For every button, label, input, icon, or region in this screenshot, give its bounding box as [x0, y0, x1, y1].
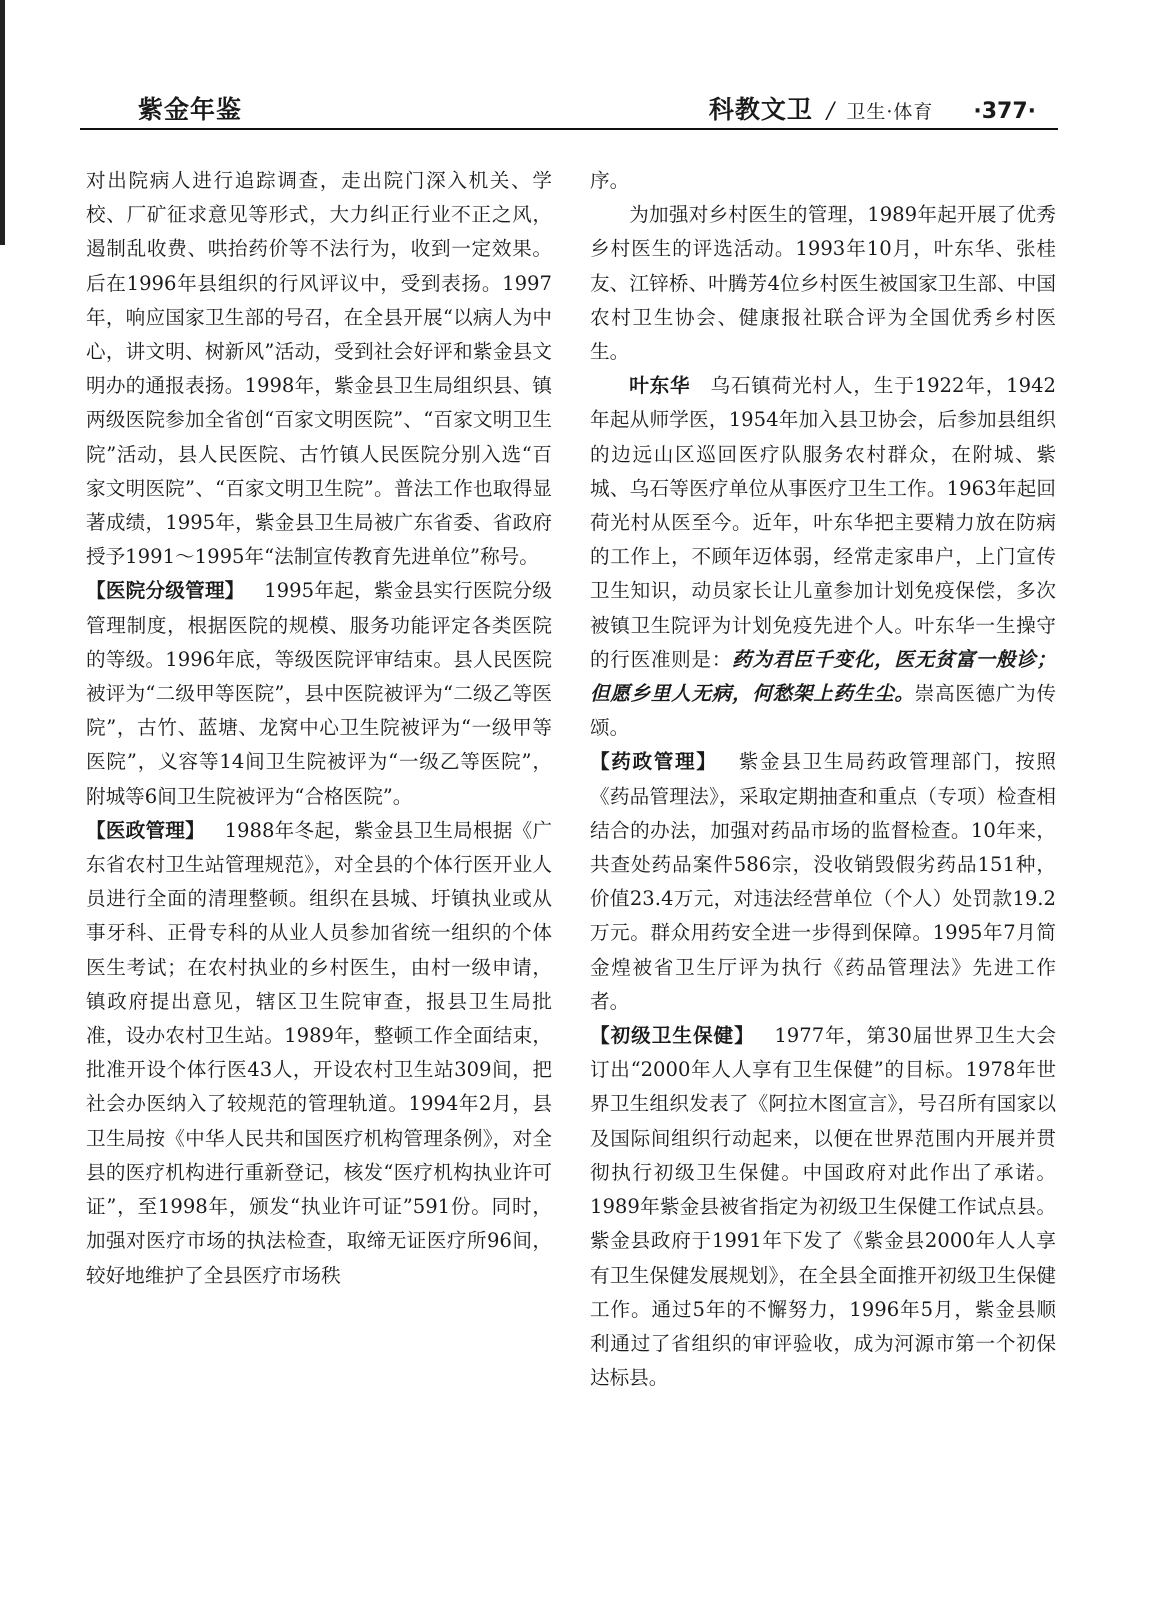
section-title: 【初级卫生保健】	[590, 1024, 755, 1048]
person-text: 乌石镇荷光村人，生于1922年，1942年起从师学医，1954年加入县卫协会，后参加县组织的边远山区巡回医疗队服务农村群众，在附城、紫城、乌石等医疗单位从事医疗卫生工作。1963年起回荷光村从医至今。近年，叶东华把主要精力放在防病的工作上，不顾年迈体弱，经常走家串户，上门宣传卫生知识，动员家长让儿童参加计划免疫保偿，多次被镇卫生院评为计划免疫先进个人。叶东华一生操守的行医准则是：	[590, 374, 1057, 671]
section-divider: /	[826, 99, 835, 124]
left-column	[86, 164, 552, 1293]
person-end: 崇高医德广为传颂。	[590, 682, 1057, 740]
person-profile	[590, 369, 1056, 745]
section-hospital-grading	[86, 574, 552, 813]
person-motto: 药为君臣千变化，医无贫富一般诊；但愿乡里人无病，何愁架上药生尘。	[590, 647, 1057, 706]
right-column	[590, 164, 1056, 1395]
section-text: 1988年冬起，紫金县卫生局根据《广东省农村卫生站管理规范》，对全县的个体行医开业人员进行全面的清理整顿。组织在县城、圩镇执业或从事牙科、正骨专科的从业人员参加省统一组织的个体医生考试；在农村执业的乡村医生，由村一级申请，镇政府提出意见，辖区卫生院审查，报县卫生局批准，设办农村卫生站。1989年，整顿工作全面结束，批准开设个体行医43人，开设农村卫生站309间，把社会办医纳入了较规范的管理轨道。1994年2月，县卫生局按《中华人民共和国医疗机构管理条例》，对全县的医疗机构进行重新登记，核发“医疗机构执业许可证”，至1998年，颁发“执业许可证”591份。同时，加强对医疗市场的执法检查，取缔无证医疗所96间，较好地维护了全县医疗市场秩	[86, 818, 552, 1287]
paragraph: 对出院病人进行追踪调查，走出院门深入机关、学校、厂矿征求意见等形式，大力纠正行业不正之风，遏制乱收费、哄抬药价等不法行为，收到一定效果。后在1996年县组织的行风评议中，受到表扬。1997年，响应国家卫生部的号召，在全县开展“以病人为中心，讲文明、树新风”活动，受到社会好评和紫金县文明办的通报表扬。1998年，紫金县卫生局组织县、镇两级医院参加全省创“百家文明医院”、“百家文明卫生院”活动，县人民医院、古竹镇人民医院分别入选“百家文明医院”、“百家文明卫生院”。普法工作也取得显著成绩，1995年，紫金县卫生局被广东省委、省政府授予1991～1995年“法制宣传教育先进单位”称号。	[86, 169, 552, 569]
section-drug-administration	[590, 745, 1056, 1019]
scan-edge	[0, 0, 5, 245]
section-text: 1977年，第30届世界卫生大会订出“2000年人人享有卫生保健”的目标。1978年世界卫生组织发表了《阿拉木图宣言》，号召所有国家以及国际间组织行动起来，以便在世界范围内开展并贯彻执行初级卫生保健。中国政府对此作出了承诺。1989年紫金县被省指定为初级卫生保健工作试点县。紫金县政府于1991年下发了《紫金县2000年人人享有卫生保健发展规划》，在全县全面推开初级卫生保健工作。通过5年的不懈努力，1996年5月，紫金县顺利通过了省组织的审评验收，成为河源市第一个初保达标县。	[590, 1024, 1057, 1390]
section-title: 【药政管理】	[590, 750, 718, 774]
section-title: 科教文卫	[708, 95, 813, 124]
page-number: ·377·	[973, 99, 1036, 124]
section-text: 紫金县卫生局药政管理部门，按照《药品管理法》，采取定期抽查和重点（专项）检查相结合的办法，加强对药品市场的监督检查。10年来，共查处药品案件586宗，没收销毁假劣药品151种，价值23.4万元，对违法经营单位（个人）处罚款19.2万元。群众用药安全进一步得到保障。1995年7月简金煌被省卫生厅评为执行《药品管理法》先进工作者。	[590, 750, 1057, 1013]
section-primary-health-care	[590, 1019, 1056, 1395]
page-header	[80, 88, 1058, 130]
person-name: 叶东华	[629, 374, 691, 398]
paragraph-continuation: 序。	[590, 169, 630, 192]
paragraph: 为加强对乡村医生的管理，1989年起开展了优秀乡村医生的评选活动。1993年10月，叶东华、张桂友、江锌桥、叶腾芳4位乡村医生被国家卫生部、中国农村卫生协会、健康报社联合评为全国优秀乡村医生。	[590, 203, 1056, 364]
subsection-title: 卫生·体育	[846, 101, 934, 123]
section-medical-administration	[86, 814, 552, 1293]
section-title: 【医院分级管理】	[86, 579, 245, 603]
yearbook-title: 紫金年鉴	[138, 95, 243, 124]
section-text: 1995年起，紫金县实行医院分级管理制度，根据医院的规模、服务功能评定各类医院的等级。1996年底，等级医院评审结束。县人民医院被评为“二级甲等医院”，县中医院被评为“二级乙等医院”，古竹、蓝塘、龙窝中心卫生院被评为“一级甲等医院”，义容等14间卫生院被评为“一级乙等医院”，附城等6间卫生院被评为“合格医院”。	[86, 579, 553, 808]
section-title: 【医政管理】	[86, 818, 205, 842]
section-heading	[709, 90, 1036, 126]
